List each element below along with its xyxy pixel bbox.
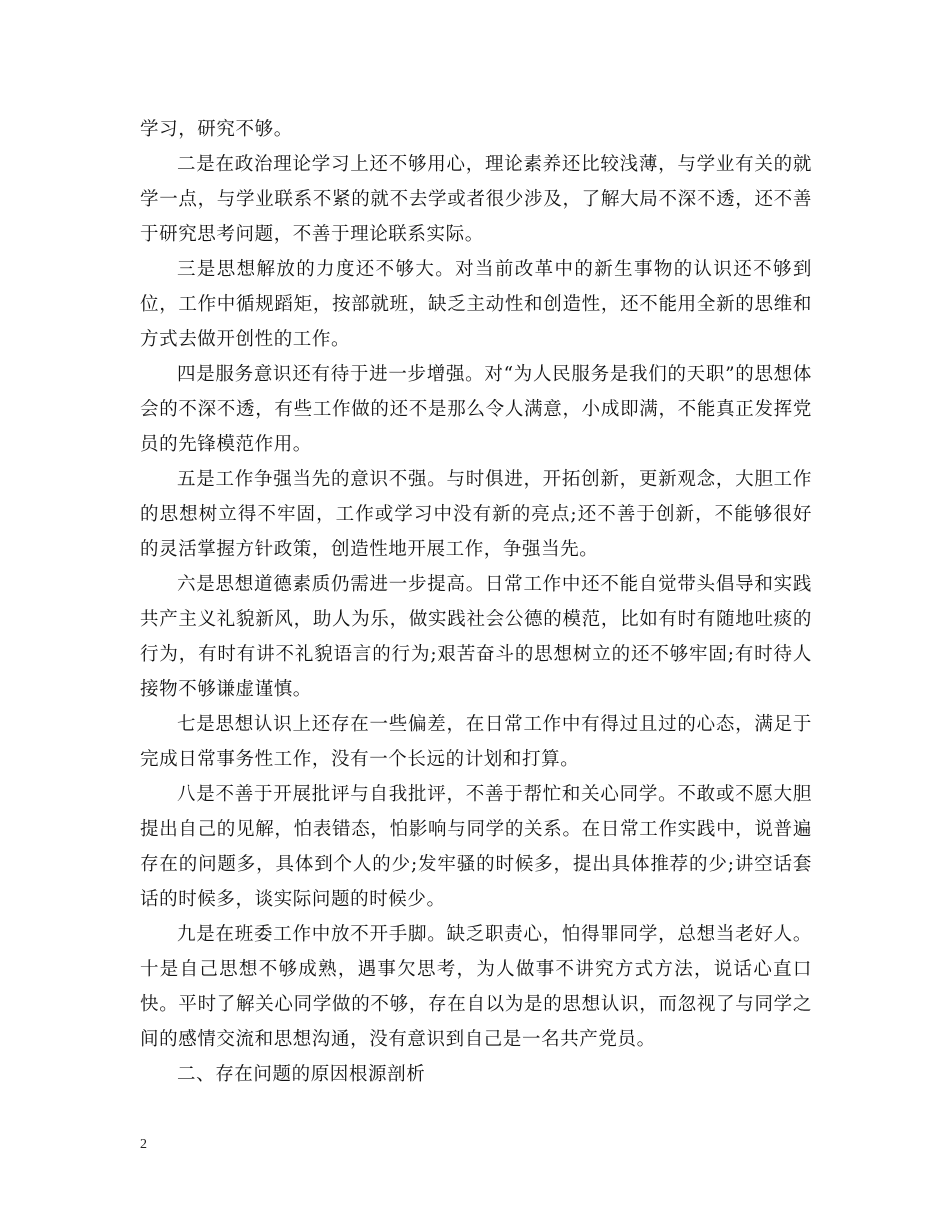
paragraph-point-4: 四是服务意识还有待于进一步增强。对“为人民服务是我们的天职”的思想体会的不深不透，有些工作做的还不是那么令人满意，小成即满，不能真正发挥党员的先锋模范作用。 (140, 364, 812, 455)
page-number: 2 (140, 1137, 147, 1152)
paragraph-point-6: 六是思想道德素质仍需进一步提高。日常工作中还不能自觉带头倡导和实践共产主义礼貌新风，助人为乐，做实践社会公德的模范，比如有时有随地吐痰的行为，有时有讲不礼貌语言的行为;艰苦奋斗的思想树立的还不够牢固;有时待人接物不够谦虚谨慎。 (140, 574, 812, 700)
paragraph-continuation: 学习，研究不够。 (140, 119, 293, 140)
paragraph-point-5: 五是工作争强当先的意识不强。与时俱进，开拓创新，更新观念，大胆工作的思想树立得不牢固，工作或学习中没有新的亮点;还不善于创新，不能够很好的灵活掌握方针政策，创造性地开展工作，争强当先。 (140, 469, 812, 560)
paragraph-point-9-10: 九是在班委工作中放不开手脚。缺乏职责心，怕得罪同学，总想当老好人。十是自己思想不够成熟，遇事欠思考，为人做事不讲究方式方法，说话心直口快。平时了解关心同学做的不够，存在自以为是的思想认识，而忽视了与同学之间的感情交流和思想沟通，没有意识到自己是一名共产党员。 (140, 924, 812, 1050)
paragraph-point-3: 三是思想解放的力度还不够大。对当前改革中的新生事物的认识还不够到位，工作中循规蹈矩，按部就班，缺乏主动性和创造性，还不能用全新的思维和方式去做开创性的工作。 (140, 259, 812, 350)
paragraph-point-2: 二是在政治理论学习上还不够用心，理论素养还比较浅薄，与学业有关的就学一点，与学业联系不紧的就不去学或者很少涉及，了解大局不深不透，还不善于研究思考问题，不善于理论联系实际。 (140, 154, 812, 245)
document-body (140, 112, 812, 1092)
paragraph-point-8: 八是不善于开展批评与自我批评，不善于帮忙和关心同学。不敢或不愿大胆提出自己的见解，怕表错态，怕影响与同学的关系。在日常工作实践中，说普遍存在的问题多，具体到个人的少;发牢骚的时候多，提出具体推荐的少;讲空话套话的时候多，谈实际问题的时候少。 (140, 784, 812, 910)
paragraph-point-7: 七是思想认识上还存在一些偏差，在日常工作中有得过且过的心态，满足于完成日常事务性工作，没有一个长远的计划和打算。 (140, 714, 812, 770)
section-heading: 二、存在问题的原因根源剖析 (177, 1064, 426, 1085)
